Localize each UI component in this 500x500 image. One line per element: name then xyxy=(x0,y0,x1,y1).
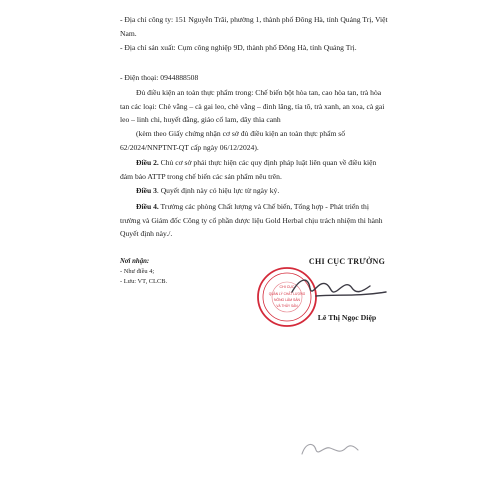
signer-title: CHI CỤC TRƯỞNG xyxy=(308,257,386,266)
seal-text: QUẢN LÝ CHẤT LƯỢNG xyxy=(268,292,306,296)
phone: - Điện thoại: 0944888508 xyxy=(120,73,199,82)
article-3 xyxy=(120,184,390,198)
article-2-text: Chủ cơ sở phải thực hiện các quy định pháp luật liên quan về điều kiện đảm bảo ATTP trong chế biến các sản phẩm nêu trên. xyxy=(120,158,377,181)
initial-signature-icon xyxy=(296,438,366,460)
signature-icon xyxy=(286,270,396,306)
article-4-label: Điều 4. xyxy=(136,202,159,211)
article-4 xyxy=(120,200,390,241)
factory-address: - Địa chỉ sản xuất: Cụm công nghiệp 9D, thành phố Đông Hà, tỉnh Quảng Trị. xyxy=(120,43,357,52)
article-3-text: . Quyết định này có hiệu lực từ ngày ký. xyxy=(156,186,280,195)
article-2 xyxy=(120,156,390,183)
recipients-block xyxy=(120,257,167,287)
seal-text: NÔNG LÂM SẢN xyxy=(274,298,300,302)
certificate-note: (kèm theo Giấy chứng nhận cơ sở đủ điều kiện an toàn thực phẩm số 62/2024/NNPTNT-QT cấp ngày 06/12/2024). xyxy=(120,129,346,152)
seal-text: VÀ THỦY SẢN xyxy=(276,304,298,308)
company-address: - Địa chỉ công ty: 151 Nguyễn Trãi, phường 1, thành phố Đông Hà, tỉnh Quảng Trị, Việt Nam. xyxy=(120,15,388,38)
article-2-label: Điều 2. xyxy=(136,158,159,167)
seal-text: CHI CỤC xyxy=(279,285,295,289)
recipients-title: Nơi nhận: xyxy=(120,258,150,265)
recipient-item: - Như điều 4; xyxy=(120,268,155,275)
article-4-text: Trưởng các phòng Chất lượng và Chế biến, Tổng hợp - Phát triển thị trường và Giám đốc Công ty cổ phần dược liệu Gold Herbal chịu trách nhiệm thi hành Quyết định này./. xyxy=(120,202,383,238)
recipient-item: - Lưu: VT, CLCB. xyxy=(120,278,168,285)
scope-paragraph: Đủ điều kiện an toàn thực phẩm trong: Chế biến bột hòa tan, cao hòa tan, trà hòa tan các loại: Chè vằng – cà gai leo, chè vằng – đinh lăng, tía tô, trà xanh, an xoa, cà gai leo – linh chi, huyết đằng, giảo cổ lam, dây thìa canh xyxy=(120,88,385,124)
article-3-label: Điều 3 xyxy=(136,186,157,195)
signer-name: Lê Thị Ngọc Diệp xyxy=(317,313,377,322)
